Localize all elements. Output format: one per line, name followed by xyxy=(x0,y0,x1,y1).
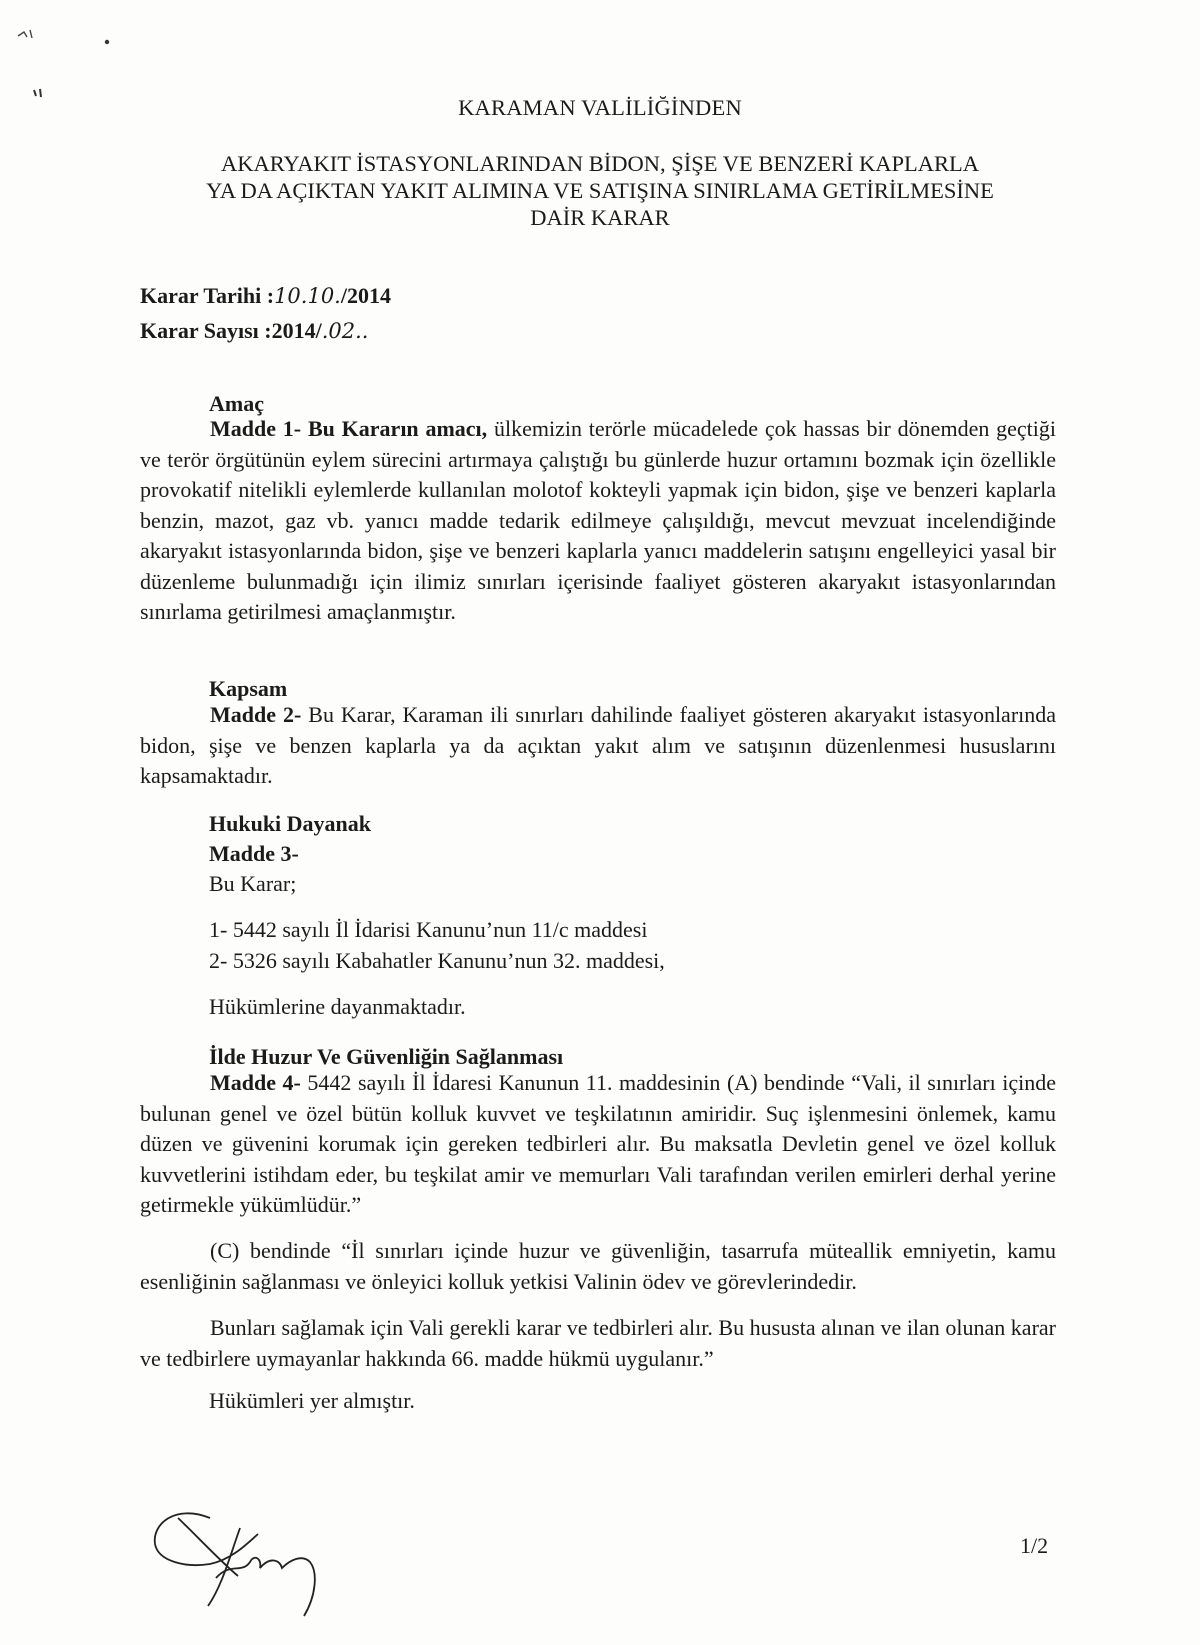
decision-title-line-3: DAİR KARAR xyxy=(530,205,670,230)
section-heading-kapsam: Kapsam xyxy=(209,676,288,701)
article-4-closing: Hükümleri yer almıştır. xyxy=(209,1388,415,1413)
article-4-text-2: (C) bendinde “İl sınırları içinde huzur ve güvenliğin, tasarrufa müteallik emniyetin, kamu esenliğinin sağlanması ve önleyici kolluk yetkisi Valinin ödev ve görevlerindedir. xyxy=(140,1238,1056,1294)
decision-date-handwritten: 10.10. xyxy=(274,284,341,308)
article-3-label: Madde 3- xyxy=(209,841,299,866)
article-4-text-1: 5442 sayılı İl İdaresi Kanunun 11. maddesinin (A) bendinde “Vali, il sınırları içinde bulunan genel ve özel bütün kolluk kuvvet ve teşkilatının amiridir. Suç işlenmesini önlemek, kamu düzen ve güvenini korumak için gereken tedbirleri alır. Bu maksatla Devletin genel ve özel kolluk kuvvetlerini istihdam eder, bu teşkilat amir ve memurları Vali tarafından verilen emirleri derhal yerine getirmekle yükümlüdür.” xyxy=(140,1070,1056,1217)
article-1-text: ülkemizin terörle mücadelede çok hassas bir dönemden geçtiği ve terör örgütünün eylem sürecini artırmaya çalıştığı bu günlerde huzur ortamını bozmak için özellikle provokatif nitelikli eylemlerde kullanılan molotof kokteyli yapmak için bidon, şişe ve benzeri kaplarla benzin, mazot, gaz vb. yanıcı madde tedarik edilmeye çalışıldığı, mevcut mevzuat incelendiğinde akaryakıt istasyonlarında bidon, şişe ve benzeri kaplarla yanıcı maddelerin satışını engelleyici yasal bir düzenleme bulunmadığı için ilimiz sınırları içerisinde faaliyet gösteren akaryakıt istasyonlarından sınırlama getirilmesi amaçlanmıştır. xyxy=(140,416,1057,624)
decision-date-label: Karar Tarihi : xyxy=(140,283,275,308)
article-4-paragraph-2 xyxy=(140,1236,1056,1297)
issuer-header: KARAMAN VALİLİĞİNDEN xyxy=(458,95,742,120)
article-4-paragraph-3 xyxy=(140,1313,1056,1374)
section-heading-amac: Amaç xyxy=(209,391,264,416)
article-4-paragraph-1 xyxy=(140,1068,1056,1221)
scan-specks xyxy=(0,0,140,110)
section-heading-dayanak: Hukuki Dayanak xyxy=(209,811,372,836)
article-2-label: Madde 2- xyxy=(210,702,302,727)
article-1-label: Madde 1- xyxy=(210,416,302,441)
article-2-text: Bu Karar, Karaman ili sınırları dahilinde faaliyet gösteren akaryakıt istasyonlarında bidon, şişe ve benzen kaplarla ya da açıktan yakıt alım ve satışının düzenlenmesi hususlarını kapsamaktadır. xyxy=(140,702,1057,788)
legal-basis-item-2: 2- 5326 sayılı Kabahatler Kanunu’nun 32. maddesi, xyxy=(209,948,665,973)
article-3-intro: Bu Karar; xyxy=(209,871,297,896)
decision-date-year: /2014 xyxy=(340,283,391,308)
article-2-paragraph xyxy=(140,700,1056,792)
decision-title-line-2: YA DA AÇIKTAN YAKIT ALIMINA VE SATIŞINA SINIRLAMA GETİRİLMESİNE xyxy=(206,178,994,203)
section-heading-huzur: İlde Huzur Ve Güvenliğin Sağlanması xyxy=(209,1044,564,1069)
decision-number xyxy=(140,318,368,344)
decision-number-handwritten: .02.. xyxy=(321,319,369,343)
article-4-text-3: Bunları sağlamak için Vali gerekli karar ve tedbirleri alır. Bu hususta alınan ve ilan olunan karar ve tedbirlere uymayanlar hakkında 66. madde hükmü uygulanır.” xyxy=(140,1315,1056,1371)
legal-basis-item-1: 1- 5442 sayılı İl İdarisi Kanunu’nun 11/c maddesi xyxy=(209,917,648,942)
decision-date xyxy=(140,283,391,309)
article-1-lead: Bu Kararın amacı, xyxy=(307,416,488,441)
article-3-closing: Hükümlerine dayanmaktadır. xyxy=(209,994,466,1019)
article-1-paragraph xyxy=(140,414,1056,628)
decision-title-line-1: AKARYAKIT İSTASYONLARINDAN BİDON, ŞİŞE VE BENZERİ KAPLARLA xyxy=(220,151,979,176)
signature xyxy=(150,1496,330,1626)
page-number: 1/2 xyxy=(1020,1533,1049,1558)
article-4-label: Madde 4- xyxy=(210,1070,301,1095)
decision-number-label: Karar Sayısı :2014/ xyxy=(140,318,322,343)
